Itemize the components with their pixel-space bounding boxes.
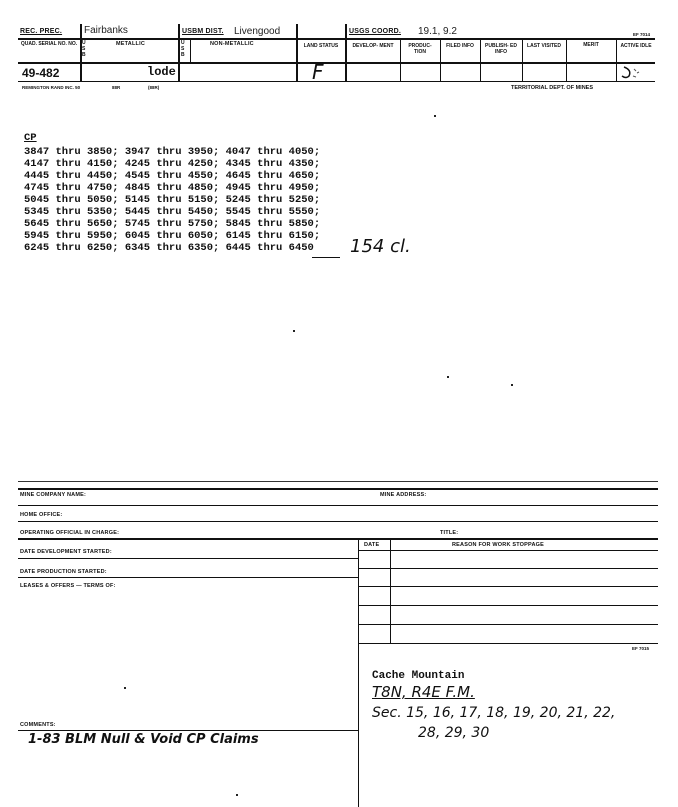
col-divider <box>440 38 441 82</box>
department-name: TERRITORIAL DEPT. OF MINES <box>511 85 593 91</box>
usbm-dist-value: Livengood <box>234 26 281 37</box>
scan-speck <box>124 687 126 689</box>
date-development-label: DATE DEVELOPMENT STARTED: <box>20 549 112 555</box>
comments-rule <box>18 730 358 731</box>
mine-company-name-label: MINE COMPANY NAME: <box>20 492 87 498</box>
card-rule <box>358 550 658 551</box>
scan-speck <box>511 384 513 386</box>
home-office-label: HOME OFFICE: <box>20 512 63 518</box>
card-rule <box>18 577 358 578</box>
location-township: T8N, R4E F.M. <box>372 683 475 701</box>
non-metallic-header: NON-METALLIC <box>210 41 254 47</box>
usgs-coord-label: USGS COORD. <box>349 28 401 35</box>
col-divider <box>296 24 298 82</box>
location-sections-line1: Sec. 15, 16, 17, 18, 19, 20, 21, 22, <box>372 705 616 721</box>
date-label: DATE <box>364 542 380 548</box>
claims-list <box>24 146 320 254</box>
claims-line: 6245 thru 6250; 6345 thru 6350; 6445 thru 6450 <box>24 242 314 254</box>
col-divider <box>566 38 567 82</box>
card-top-rule <box>18 481 658 482</box>
scan-speck <box>293 330 295 332</box>
land-status-header: LAND STATUS <box>303 43 339 49</box>
col-divider <box>178 24 180 82</box>
scan-speck <box>447 376 449 378</box>
metallic-header: METALLIC <box>116 41 145 47</box>
col-divider <box>522 38 523 82</box>
location-sections-line2: 28, 29, 30 <box>418 725 490 741</box>
form-number: EF 7014 <box>633 32 651 37</box>
comments-handwritten: 1-83 BLM Null & Void CP Claims <box>28 732 259 747</box>
rec-prec-label: REC. PREC. <box>20 28 63 35</box>
reason-stoppage-label: REASON FOR WORK STOPPAGE <box>452 542 544 548</box>
comments-label: COMMENTS: <box>20 722 56 728</box>
filed-info-header: FILED INFO <box>446 43 474 49</box>
card-rule <box>358 605 658 606</box>
card-rule <box>358 586 658 587</box>
col-divider <box>400 38 401 82</box>
card-vertical-divider <box>358 538 359 807</box>
usgs-coord-value: 19.1, 9.2 <box>418 26 457 37</box>
claims-underline <box>312 257 340 258</box>
col-divider <box>345 24 347 82</box>
printer-code-paren: (88R) <box>148 85 160 90</box>
claims-heading: CP <box>24 132 37 144</box>
claims-line: 5345 thru 5350; 5445 thru 5450; 5545 thru 5550; <box>24 206 321 218</box>
col-divider <box>616 38 617 82</box>
claims-line: 3847 thru 3850; 3947 thru 3950; 4047 thru 4050; <box>24 146 321 158</box>
claims-line: 4147 thru 4150; 4245 thru 4250; 4345 thru 4350; <box>24 158 321 170</box>
header-rule-2 <box>18 62 655 64</box>
active-idle-mark-icon <box>620 64 642 80</box>
scan-speck <box>236 794 238 796</box>
printer-code: 88R <box>112 85 121 90</box>
scan-speck <box>434 115 436 117</box>
card-rule <box>358 568 658 569</box>
claims-line: 5045 thru 5050; 5145 thru 5150; 5245 thru 5250; <box>24 194 321 206</box>
card-rule <box>358 624 658 625</box>
operating-official-label: OPERATING OFFICIAL IN CHARGE: <box>20 530 120 536</box>
active-idle-header: ACTIVE IDLE <box>620 43 652 49</box>
usb-nonmetallic-header: U S B <box>181 40 185 58</box>
claims-line: 5645 thru 5650; 5745 thru 5750; 5845 thru 5850; <box>24 218 321 230</box>
usbm-dist-label: USBM DIST. <box>182 28 224 35</box>
card-rule <box>18 488 658 490</box>
metallic-value: lode <box>147 65 176 79</box>
card-rule <box>18 538 658 540</box>
header-rule-3 <box>18 81 655 82</box>
merit-header: MERIT <box>583 42 599 48</box>
rec-prec-value: Fairbanks <box>84 25 128 36</box>
claims-line: 4445 thru 4450; 4545 thru 4550; 4645 thru 4650; <box>24 170 321 182</box>
col-divider <box>480 38 481 82</box>
date-column-divider <box>390 538 391 643</box>
claims-line: 4745 thru 4750; 4845 thru 4850; 4945 thru 4950; <box>24 182 321 194</box>
claims-line: 5945 thru 5950; 6045 thru 6050; 6145 thru 6150; <box>24 230 321 242</box>
header-rule-1 <box>18 38 655 40</box>
production-header: PRODUC- TION <box>408 43 432 55</box>
col-divider <box>190 38 191 62</box>
card-rule <box>18 521 658 522</box>
card-rule <box>18 505 658 506</box>
claims-count-handwritten: 154 cl. <box>350 236 411 257</box>
published-info-header: PUBLISH- ED INFO <box>485 43 517 55</box>
mine-address-label: MINE ADDRESS: <box>380 492 427 498</box>
card-rule <box>358 643 658 644</box>
leases-offers-label: LEASES & OFFERS — TERMS OF: <box>20 583 116 589</box>
location-name: Cache Mountain <box>372 670 465 682</box>
card-rule <box>18 558 358 559</box>
date-production-label: DATE PRODUCTION STARTED: <box>20 569 107 575</box>
land-status-value: F <box>312 60 324 84</box>
serial-value: 49-482 <box>22 66 60 80</box>
printer-credit: REMINGTON RAND INC. 50 <box>22 85 81 90</box>
usb-metallic-header: U S B <box>82 40 86 58</box>
last-visited-header: LAST VISITED <box>527 43 561 49</box>
development-header: DEVELOP- MENT <box>352 43 394 49</box>
quad-serial-header: QUAD. SERIAL NO. NO. <box>20 41 78 47</box>
lower-form-number: EF 7015 <box>632 646 650 651</box>
title-label: TITLE: <box>440 530 459 536</box>
